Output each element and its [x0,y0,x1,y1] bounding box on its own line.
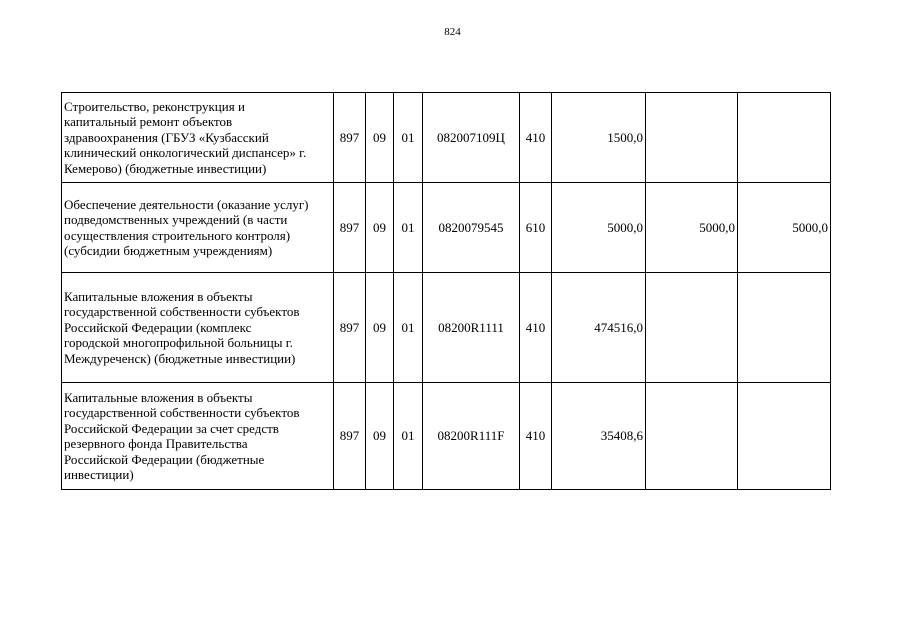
description-line: Российской Федерации за счет средств [64,420,279,436]
amount-year3-cell [738,383,831,490]
table-body [62,93,831,490]
row-description [62,93,334,183]
amount-year2-cell: 5000,0 [646,183,738,273]
description-line: Российской Федерации (бюджетные [64,451,265,467]
amount-year2-cell [646,93,738,183]
amount-year1-cell: 5000,0 [552,183,646,273]
amount-year3-cell [738,273,831,383]
description-line: Капитальные вложения в объекты [64,288,253,304]
amount-year3-cell: 5000,0 [738,183,831,273]
description-line: здравоохранения (ГБУЗ «Кузбасский [64,129,269,145]
ministry-code-cell: 897 [334,183,366,273]
table-row [62,383,831,490]
row-description [62,183,334,273]
description-line: Строительство, реконструкция и [64,98,245,114]
section-code-cell: 09 [366,183,394,273]
description-line: (субсидии бюджетным учреждениям) [64,243,273,258]
description-line: Обеспечение деятельности (оказание услуг) [64,196,309,212]
expense-type-cell: 410 [520,93,552,183]
section-code-cell: 09 [366,273,394,383]
table-row [62,183,831,273]
description-line: клинический онкологический диспансер» г. [64,145,307,161]
expense-type-cell: 610 [520,183,552,273]
amount-year2-cell [646,273,738,383]
target-article-cell: 08200R111F [423,383,520,490]
target-article-cell: 082007109Ц [423,93,520,183]
description-line: резервного фонда Правительства [64,436,248,451]
table-row [62,273,831,383]
description-line: городской многопрофильной больницы г. [64,335,293,351]
amount-year3-cell [738,93,831,183]
amount-year2-cell [646,383,738,490]
amount-year1-cell: 35408,6 [552,383,646,490]
description-line: государственной собственности субъектов [64,405,300,420]
subsection-code-cell: 01 [394,93,423,183]
description-line: инвестиции) [64,467,134,482]
ministry-code-cell: 897 [334,383,366,490]
amount-year1-cell: 1500,0 [552,93,646,183]
subsection-code-cell: 01 [394,183,423,273]
section-code-cell: 09 [366,383,394,490]
description-line: Междуреченск) (бюджетные инвестиции) [64,350,296,366]
budget-table [61,92,831,490]
amount-year1-cell: 474516,0 [552,273,646,383]
row-description [62,383,334,490]
table-row [62,93,831,183]
description-line: Капитальные вложения в объекты [64,389,253,405]
section-code-cell: 09 [366,93,394,183]
description-line: государственной собственности субъектов [64,304,300,320]
description-line: подведомственных учреждений (в части [64,212,288,227]
description-line: Российской Федерации (комплекс [64,319,252,335]
expense-type-cell: 410 [520,383,552,490]
ministry-code-cell: 897 [334,273,366,383]
subsection-code-cell: 01 [394,383,423,490]
row-description [62,273,334,383]
subsection-code-cell: 01 [394,273,423,383]
description-line: осуществления строительного контроля) [64,227,291,243]
description-line: капитальный ремонт объектов [64,114,233,130]
page-number: 824 [444,26,461,38]
description-line: Кемерово) (бюджетные инвестиции) [64,160,267,176]
expense-type-cell: 410 [520,273,552,383]
target-article-cell: 0820079545 [423,183,520,273]
target-article-cell: 08200R1111 [423,273,520,383]
ministry-code-cell: 897 [334,93,366,183]
